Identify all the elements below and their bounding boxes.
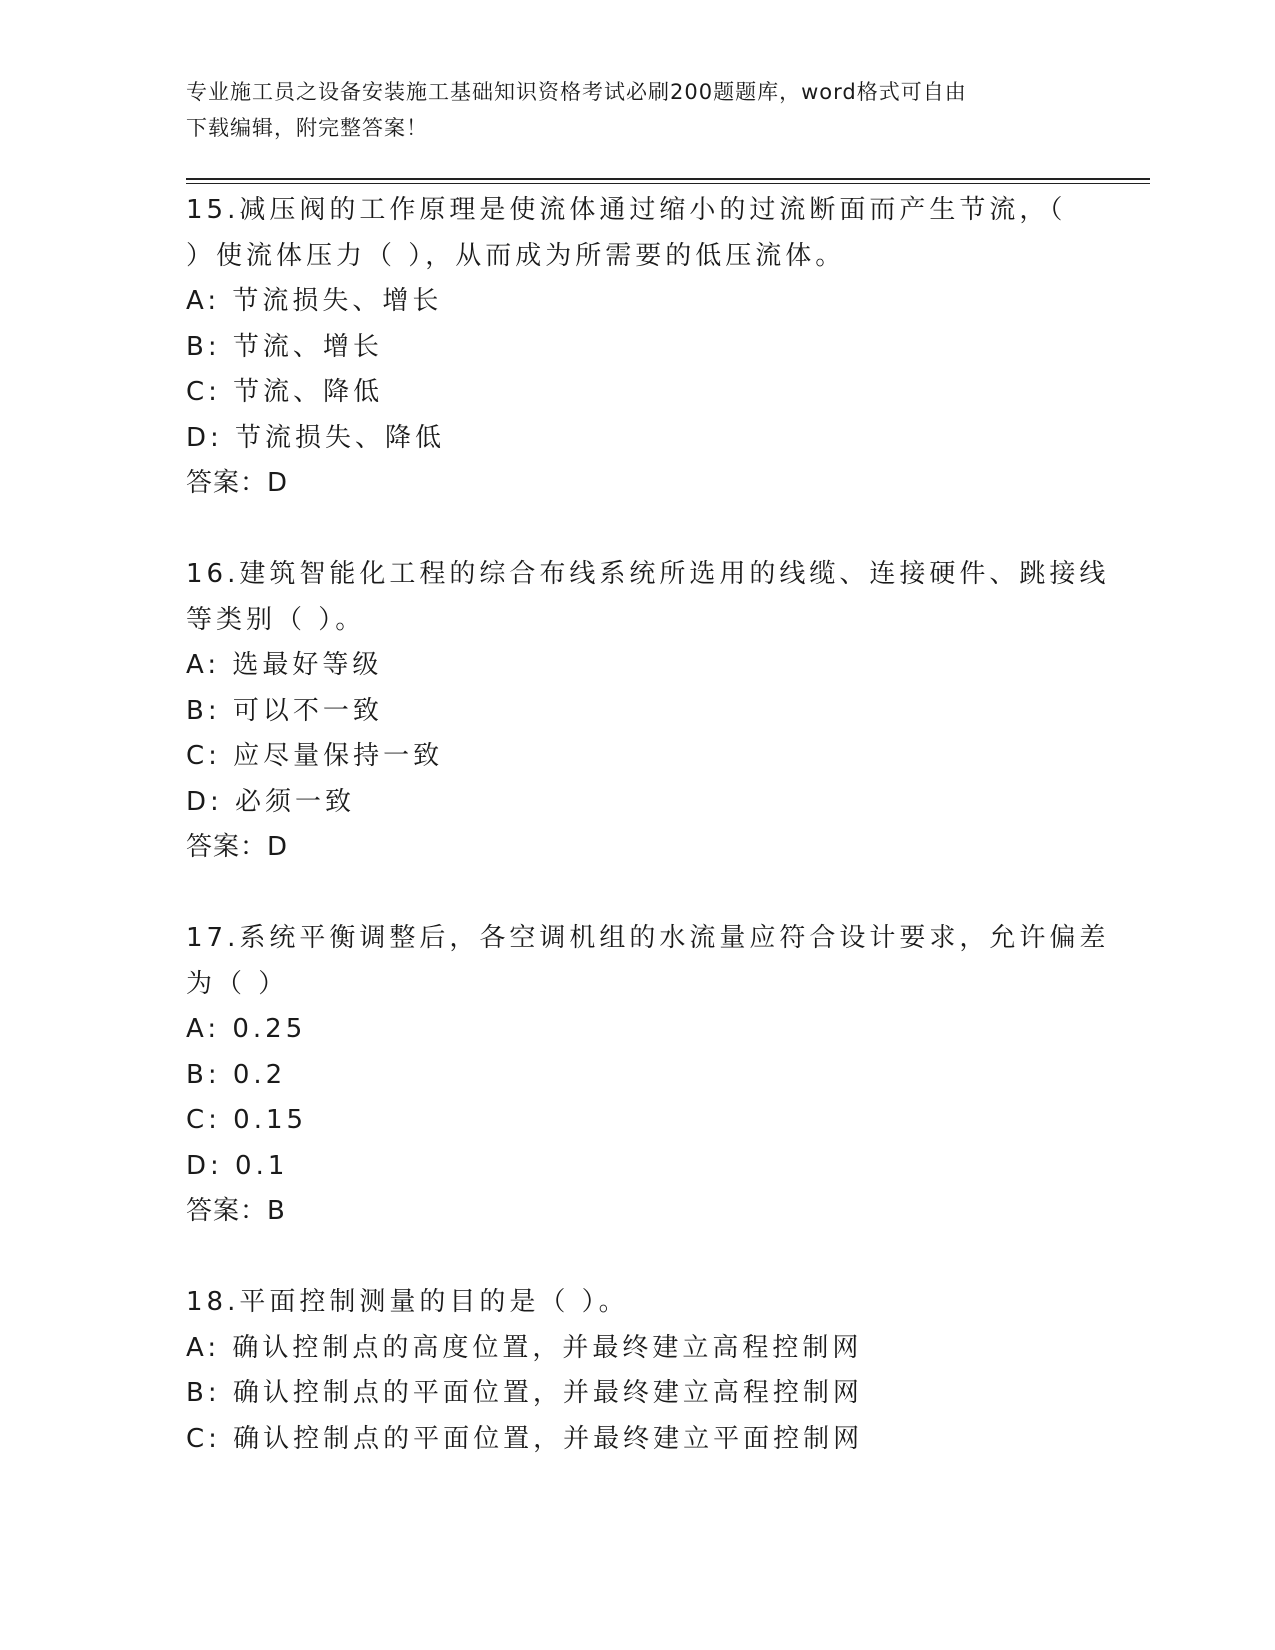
question-16	[186, 552, 1110, 871]
option-c: C: 应尽量保持一致	[186, 741, 444, 771]
option-b: B: 确认控制点的平面位置，并最终建立高程控制网	[186, 1378, 863, 1408]
option-c: C: 0.15	[186, 1105, 308, 1135]
answer-label: 答案：D	[186, 832, 289, 862]
header-rule-thick	[186, 178, 1150, 180]
question-list	[186, 188, 1110, 1508]
question-15	[186, 188, 1086, 507]
header-rule-thin	[186, 183, 1150, 184]
answer-label: 答案：D	[186, 468, 289, 498]
option-c: C: 确认控制点的平面位置，并最终建立平面控制网	[186, 1423, 864, 1454]
option-b: B: 可以不一致	[186, 695, 383, 726]
question-stem-line: 16.建筑智能化工程的综合布线系统所选用的线缆、连接硬件、跳接线	[186, 559, 1110, 589]
question-17	[186, 916, 1110, 1235]
option-a: A: 选最好等级	[186, 650, 383, 680]
option-a: A: 确认控制点的高度位置，并最终建立高程控制网	[186, 1332, 863, 1363]
option-d: D: 0.1	[186, 1150, 289, 1181]
question-stem-line: 18.平面控制测量的目的是（ ）。	[186, 1287, 629, 1317]
question-18	[186, 1280, 1086, 1462]
question-stem-line: 15.减压阀的工作原理是使流体通过缩小的过流断面而产生节流，（	[186, 195, 1067, 225]
option-b: B: 0.2	[186, 1059, 287, 1090]
answer-label: 答案：B	[186, 1196, 286, 1226]
header-line-2: 下载编辑，附完整答案！	[186, 116, 428, 140]
option-a: A: 节流损失、增长	[186, 286, 443, 316]
question-stem-line: 等类别（ ）。	[186, 604, 366, 635]
option-d: D: 节流损失、降低	[186, 422, 446, 453]
question-stem-line: 17.系统平衡调整后，各空调机组的水流量应符合设计要求，允许偏差	[186, 923, 1110, 953]
header-line-1: 专业施工员之设备安装施工基础知识资格考试必刷200题题库，word格式可自由	[186, 80, 967, 104]
option-a: A: 0.25	[186, 1014, 307, 1044]
option-c: C: 节流、降低	[186, 377, 384, 407]
question-stem-line: ）使流体压力（ ），从而成为所需要的低压流体。	[186, 240, 846, 271]
question-stem-line: 为（ ）	[186, 968, 289, 999]
option-b: B: 节流、增长	[186, 331, 383, 362]
option-d: D: 必须一致	[186, 786, 356, 817]
document-header	[186, 74, 1086, 146]
